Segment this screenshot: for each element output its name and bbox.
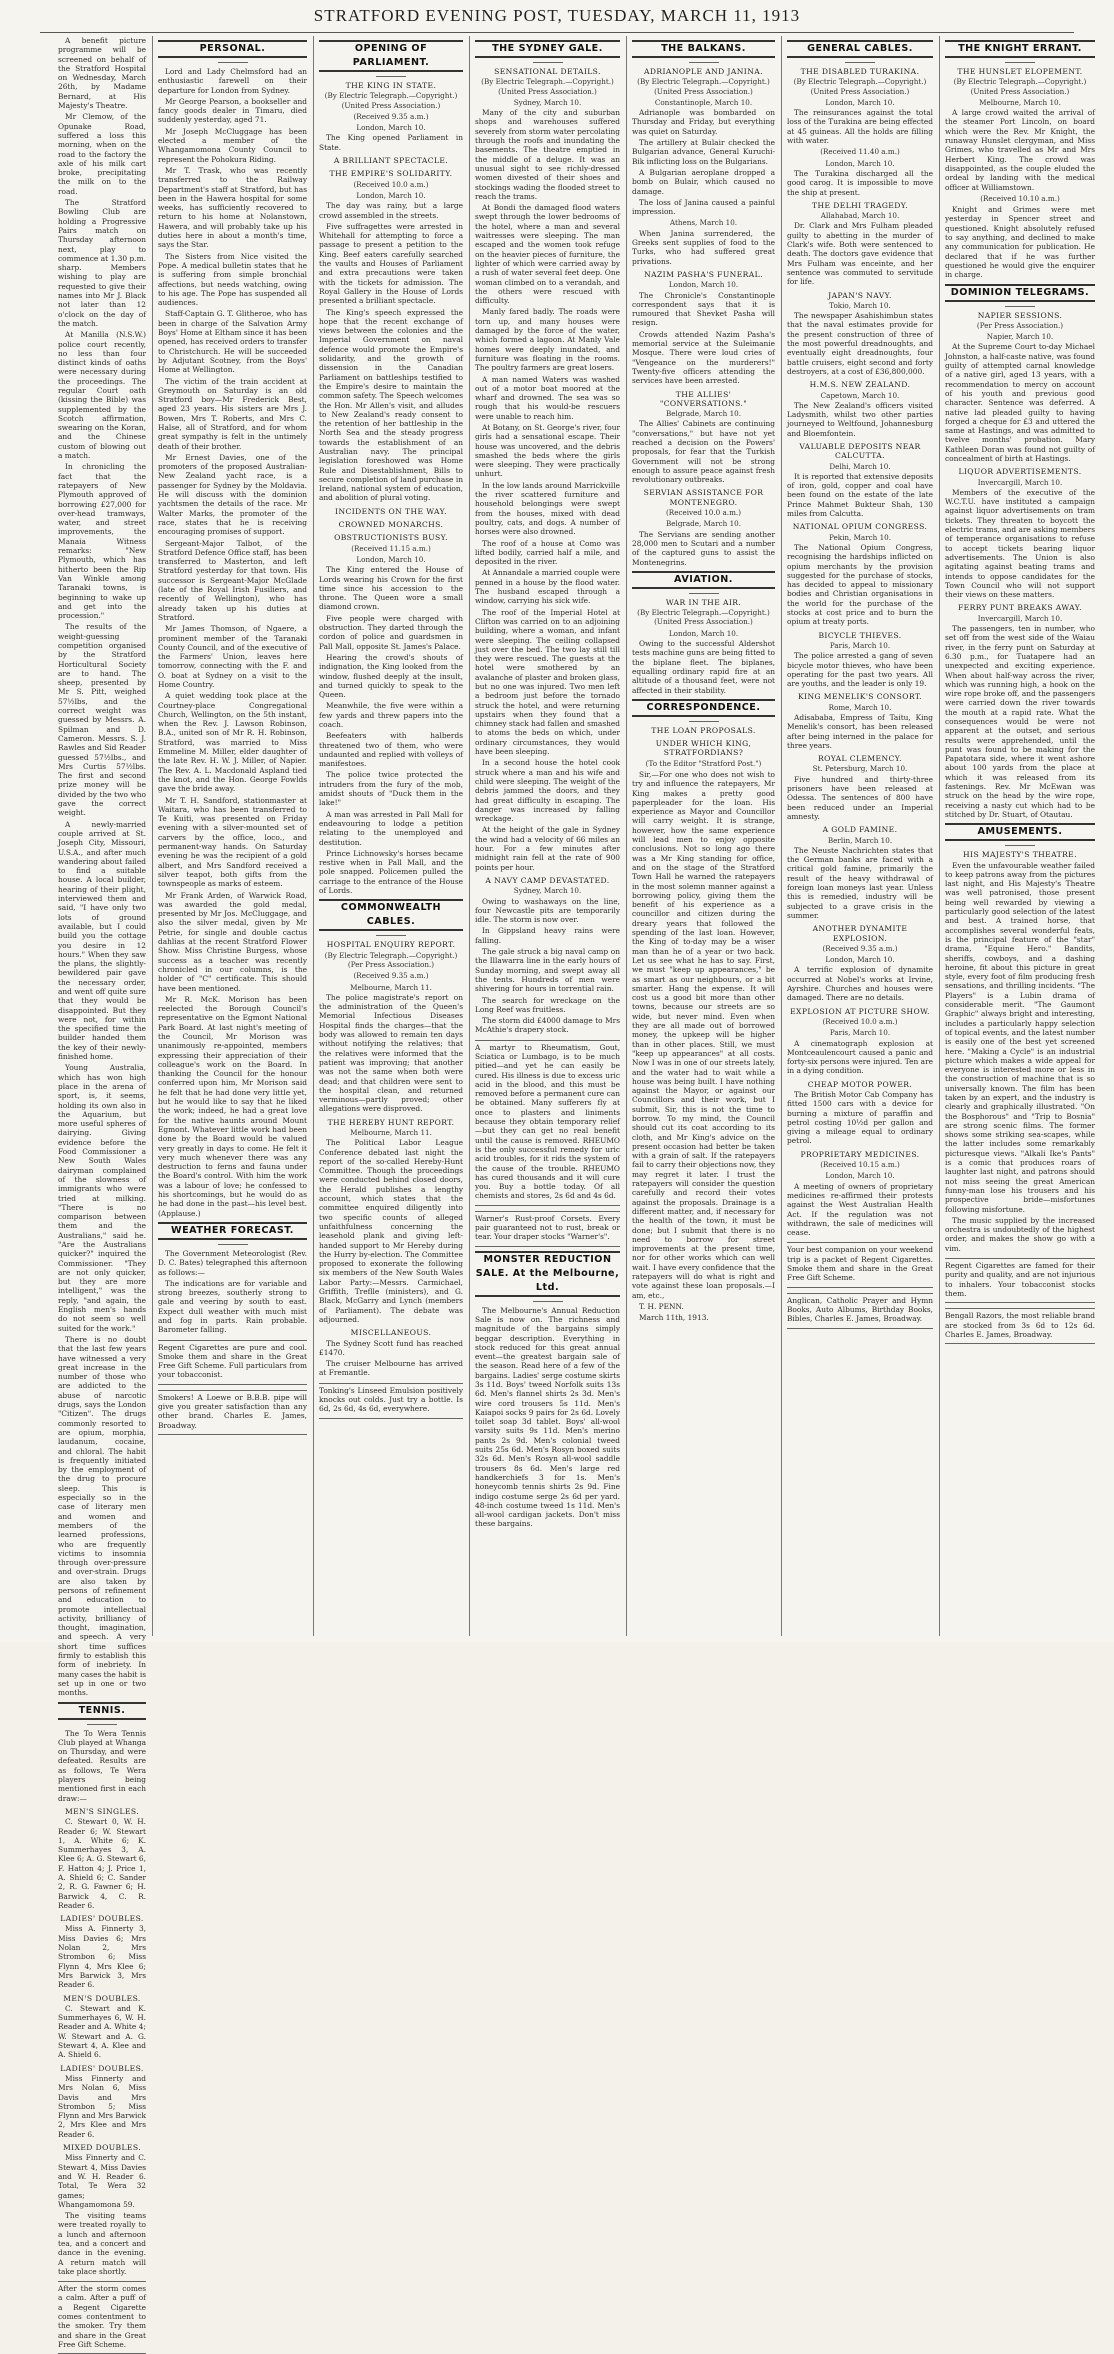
advertisement	[787, 1242, 933, 1287]
subheading: FERRY PUNT BREAKS AWAY.	[958, 603, 1082, 613]
column-rule	[781, 36, 782, 1636]
heading-divider	[533, 1301, 563, 1302]
paragraph: In Gippsland heavy rains were falling.	[475, 926, 620, 945]
advertisement	[787, 1293, 933, 1329]
dateline: Paris, March 10.	[829, 640, 891, 650]
heading-divider	[376, 935, 406, 936]
paragraph: The New Zealand's officers visited Ladysmith, whilst two other parties journeyed to Weltfound, Johannesburg and Bloemfontein.	[787, 400, 933, 438]
column-rule	[939, 36, 940, 1636]
paragraph: The day was rainy, but a large crowd assembled in the streets.	[319, 201, 463, 220]
paragraph: Five hundred and thirty-three prisoners have been released at Odessa. The sentences of 800 have been reduced under an Imperial amnesty.	[787, 774, 933, 821]
paragraph: The Sisters from Nice visited the Pope. A medical bulletin states that he is suffering from simple bronchial affections, but needs watching, owing to his age. The Pope has suspended all audiences.	[158, 251, 307, 308]
advertisement	[945, 1258, 1095, 1303]
advertisement-text: Warner's Rust-proof Corsets. Every pair guaranteed not to rust, break or tear. Your draper stocks "Warner's".	[475, 1213, 620, 1242]
cable-credit: (Per Press Association.)	[976, 320, 1064, 330]
cable-credit: (Received 10.0 a.m.)	[822, 1016, 898, 1026]
dateline: Napier, March 10.	[986, 332, 1054, 342]
paragraph: At Manilla (N.S.W.) police court recently, no less than four distinct kinds of oaths were necessary during the proceedings. The regular Court oath (kissing the Bible) was supplemented by the Scotch affirmation, swearing on the Koran, and the Chinese custom of blowing out a match.	[58, 330, 146, 461]
paragraph: The King entered the House of Lords wearing his Crown for the first time since his accession to the throne. The Queen wore a small diamond crown.	[319, 565, 463, 612]
column-4	[475, 36, 620, 1636]
dateline: London, March 10.	[356, 190, 426, 200]
paragraph: Mr Joseph McCluggage has been elected a member of the Whangamomona County Council to represent the Pohokura Riding.	[158, 126, 307, 164]
subheading: PROPRIETARY MEDICINES.	[800, 1149, 920, 1159]
advertisement	[158, 1340, 307, 1385]
paragraph: The reinsurances against the total loss of the Turakina are being effected at 45 guineas. All the holds are filling with water.	[787, 108, 933, 146]
paragraph: Miss Finnerty and C. Stewart 4, Miss Davies and W. H. Reader 6. Total, Te Wera 32 games; Whangamomona 59.	[58, 2153, 146, 2209]
paragraph: Sir,—For one who does not wish to try and influence the ratepayers, Mr King makes a pretty good paperpleader for the loan. His experience as Mayor and Councillor will carry weight. It is strange, however, how the same experience will lead men to enjoy opposite conclusions. Not so long ago there was a Mr King standing for office, and on the stage of the Stratford Town Hall he warned the ratepayers in the most solemn manner against a borrowing policy, giving them the benefit of his experience as a councillor and citizen during the dreary years that followed the spending of the last loan. However, the King of to-day may be a wiser man than he of a year or two back. Let us see what he has to say. First, we must "keep up appearances," be as smart as our neighbours, or a bit smarter. Hang the expense. It will cost us a good bit more than other towns, because our streets are so wide, but never mind. Even when they are all made out of borrowed money, the upkeep will be higher than in other places. Still, we must "keep up appearances" at all costs. Now I was in one of our streets lately, and the water had to wait while a house was being built. I have nothing against the Mayor, or against our Councillors and their work, but I submit, Sir, this is not the time to borrow. To my mind, the Council should cut its coat according to its cloth, and Mr King's advice on the present occasion had better be taken with a grain of salt. If the ratepayers fail to carry their objections now, they may regret it later. I trust the ratepayers will consider the question carefully and record their votes against the proposals. Drainage is a different matter, and, if necessary for the health of the town, it must be done; but I submit that there is no need to borrow for street improvements at the present time, nor for other works which can well wait. I have every confidence that the ratepayers will do what is right and vote against these loan proposals.—I am, etc.,	[632, 770, 775, 1300]
dateline: Capetown, March 10.	[820, 390, 900, 400]
column-6	[787, 36, 933, 1636]
paragraph: The police magistrate's report on the administration of the Queen's Memorial Infectious Diseases Hospital finds the charges—that the body was allowed to remain ten days without notifying the relatives; that the relatives were informed that the patient was improving; that another was not the same when both were dead; and that children were sent to the hospital clean, and returned verminous—partly proved; other allegations were disproved.	[319, 992, 463, 1114]
paragraph: The To Wera Tennis Club played at Whanga on Thursday, and were defeated. Results are as follows, Te Wera players being mentioned first in each draw:—	[58, 1728, 146, 1803]
paragraph: At Annandale a married couple were penned in a house by the flood water. The husband escaped through a window, carrying his sick wife.	[475, 568, 620, 606]
subheading: VALUABLE DEPOSITS NEAR CALCUTTA.	[799, 441, 921, 461]
paragraph: Miss A. Finnerty 3, Miss Davies 6; Mrs Nolan 2, Mrs Strombon 6; Miss Flynn 4, Mrs Klee 6; Mrs Barwick 3, Mrs Reader 6.	[58, 1924, 146, 1990]
paragraph: At the height of the gale in Sydney the wind had a velocity of 66 miles an hour. For a few minutes after midnight rain fell at the rate of 900 points per hour.	[475, 825, 620, 872]
paragraph: The Servians are sending another 28,000 men to Scutari and a number of the captured guns to assist the Montenegrins.	[632, 529, 775, 567]
paragraph: Crowds attended Nazim Pasha's memorial service at the Suleimanie Mosque. There were loud cries of "Vengeance on the murderers!" Twenty-five officers attending the services have been arrested.	[632, 329, 775, 386]
heading-divider	[1005, 845, 1035, 846]
subheading: HIS MAJESTY'S THEATRE.	[963, 850, 1077, 860]
dateline: Melbourne, March 11.	[350, 982, 432, 992]
dateline: Tokio, March 10.	[829, 300, 891, 310]
paragraph: The roof of the Imperial Hotel at Clifton was carried on to an adjoining building, where a woman, and infant were sleeping. The ceiling collapsed just over the bed. The two lay still till they were rescued. The guests at the hotel were smothered by an avalanche of plaster and broken glass, but no one was injured. Two men left a bedroom just before the tornado struck the hotel, and were returning upstairs when they found that a chimney stack had fallen and smashed to atoms the beds on which, under ordinary circumstances, they would have been sleeping.	[475, 607, 620, 757]
subheading: ADRIANOPLE AND JANINA.	[644, 67, 763, 76]
paragraph: The indications are for variable and strong breezes, southerly strong to gale and veering by south to east. Expect dull weather with much mist and fog in parts. Rain probable. Barometer falling.	[158, 1278, 307, 1335]
subheading: NATIONAL OPIUM CONGRESS.	[792, 522, 928, 532]
paragraph: C. Stewart and K. Summerhayes 6, W. H. Reader and A. White 4; W. Stewart and A. G. Stewart 4, A. Klee and A. Shield 6.	[58, 2003, 146, 2060]
subheading: MEN'S SINGLES.	[64, 1806, 140, 1816]
dateline: Belgrade, March 10.	[665, 519, 742, 529]
dateline: Melbourne, March 10.	[979, 97, 1061, 107]
cable-credit: (To the Editor "Stratford Post.")	[645, 758, 762, 768]
paragraph: Many of the city and suburban shops and warehouses suffered severely from storm water percolating through the roofs and inundating the basements. The theatre emptied in the middle of a deluge. It was an unusual sight to see richly-dressed women divested of their shoes and stockings wading the flooded street to reach the trams.	[475, 108, 620, 201]
cable-credit: (By Electric Telegraph.—Copyright.) (Per Press Association.)	[324, 950, 458, 969]
advertisement	[475, 1211, 620, 1247]
paragraph: A cinematograph explosion at Montceaulencourt caused a panic and forty-six persons were injured. Ten are in a dying condition.	[787, 1038, 933, 1076]
cable-credit: (By Electric Telegraph.—Copyright.) (United Press Association.)	[637, 608, 770, 627]
subheading: ROYAL CLEMENCY.	[818, 754, 902, 764]
paragraph: Mr James Thomson, of Ngaere, a prominent member of the Taranaki County Council, and of the executive of the Farmers' Union, leaves here tomorrow, connecting with the F. and O. boat at Sydney on a visit to the Home Country.	[158, 624, 307, 689]
paragraph: The National Opium Congress, recognising the hardships inflicted on opium merchants by the provision suggested for the purchase of stocks, has decided to appeal to missionary bodies and Christian organisations in the world for the purchase of the stocks at cost price and to burn the opium at treaty ports.	[787, 542, 933, 627]
subheading: THE DISABLED TURAKINA.	[800, 67, 920, 76]
paragraph: The Political Labor League Conference debated last night the report of the so-called Hereby-Hunt Committee. Though the proceedings were conducted behind closed doors, the Herald publishes a lengthy account, which states that the committee enquired diligently into two specific counts of alleged unfaithfulness concerning the leasehold plank and giving left-handed support to Mr Hereby during the Hurry by-election. The Committee proposed to exonerate the following six members of the New South Wales Labor Party:—Messrs. Carmichael, Griffith, Treflle (ministers), and G. Black, McGarry and Lynch (members of Parliament). The debate was adjourned.	[319, 1138, 463, 1324]
advertisement-text: Bengall Razors, the most reliable brand are stocked from 3s 6d to 12s 6d. Charles E. James, Broadway.	[945, 1311, 1095, 1339]
cable-credit: (Received 10.10 a.m.)	[980, 193, 1060, 203]
advertisement-text: Tonking's Linseed Emulsion positively knocks out colds. Just try a bottle. Is 6d, 2s 6d, 4s 6d, everywhere.	[319, 1385, 463, 1414]
advertisement-text: Anglican, Catholic Prayer and Hymn Books, Auto Albums, Birthday Books, Bibles, Charles E. James, Broadway.	[787, 1295, 933, 1324]
dateline: Paris, March 10.	[829, 1028, 891, 1038]
section-heading: AMUSEMENTS.	[945, 823, 1095, 841]
subheading: H.M.S. NEW ZEALAND.	[809, 380, 911, 390]
paragraph: The police arrested a gang of seven bicycle motor thieves, who have been operating for the past two years. All are youths, and the leader is only 19.	[787, 651, 933, 689]
section-heading: GENERAL CABLES.	[787, 40, 933, 58]
subheading: THE DELHI TRAGEDY.	[812, 200, 908, 210]
dateline: St. Petersburg, March 10.	[812, 764, 908, 774]
paragraph: In chronicling the fact that the ratepayers of New Plymouth approved of borrowing £27,000 for over-head tramways, water, and street improvements, the Manaia Witness remarks: "New Plymouth, which has hitherto been the Rip Van Winkle among Taranaki towns, is beginning to wake up and get into the procession."	[58, 462, 146, 621]
dateline: Constantinople, March 10.	[654, 97, 753, 107]
dateline: Berlin, March 10.	[827, 835, 893, 845]
masthead: STRATFORD EVENING POST, TUESDAY, MARCH 11, 1913	[313, 6, 801, 25]
paragraph: The Chronicle's Constantinople correspondent says that it is rumoured that Shevket Pasha will resign.	[632, 290, 775, 328]
paragraph: The cruiser Melbourne has arrived at Fremantle.	[319, 1359, 463, 1378]
subheading: JAPAN'S NAVY.	[828, 290, 892, 300]
column-5	[632, 36, 775, 1636]
paragraph: Even the unfavourable weather failed to keep patrons away from the pictures last night, and His Majesty's Theatre was well patronised, those present being well rewarded by viewing a particularly good selection of the latest and best. A trained horse, that accomplishes several wonderful feats, is the principal feature of the "star" drama, "Equine Hero." Bandits, sheriffs, cowboys, and a dashing heroine, fit about this picture in great style, every foot of film producing fresh sensations, and thrilling incidents. "The Players" is a Lubin drama of considerable merit. "The Gaumont Graphic" always bright and interesting, includes a particularly happy selection of topical events, and the latest number is easily one of the best yet screened here. "Making a Cycle" is an industrial picture which makes a wide appeal for everyone is interested more or less in the construction of machine that is so universally known. The film has been taken by an expert, and the industry is clearly and graphically illustrated. "On the Bosphorous" and "Trip to Bosnia" are strong scenic films. The former shows some striking sea-scapes, while the latter includes some remarkably picturesque views. "Alkali Ike's Pants" is a comic that produces roars of laughter last night, and patrons should not miss seeing the great American funny-man lose his trousers and his prospective bride—misfortunes following misfortune.	[945, 860, 1095, 1214]
subheading: EXPLOSION AT PICTURE SHOW.	[790, 1006, 930, 1016]
subheading: THE HEREBY HUNT REPORT.	[327, 1117, 455, 1127]
paragraph: The loss of Janina caused a painful impression.	[632, 197, 775, 217]
subheading: A GOLD FAMINE.	[822, 825, 898, 835]
paragraph: The results of the weight-guessing competition organised by the Stratford Horticultural Society are to hand. The sheep, presented by Mr S. Pitt, weighed 57½lbs, and the correct weight was guessed by Messrs. A. Spilman and D. Cameron. Messrs. S. J. Rawles and Sid Reader guessed 57½lbs., and Mrs Curtis 57½lbs. The first and second prize money will be divided by the two who gave the correct weight.	[58, 622, 146, 818]
paragraph: Meanwhile, the five were within a few yards and threw papers into the coach.	[319, 701, 463, 729]
paragraph: Sergeant-Major Talbot, of the Stratford Defence Office staff, has been transferred to Masterton, and left Stratford yesterday for that town. His successor is Sergeant-Major McGlade (late of the Royal Irish Fusiliers, and recently of Wellington), who has already taken up his duties at Stratford.	[158, 538, 307, 622]
dateline: Sydney, March 10.	[513, 97, 582, 107]
section-heading: MONSTER REDUCTION SALE. At the Melbourne, Ltd.	[475, 1251, 620, 1297]
paragraph: At Botany, on St. George's river, four girls had a sensational escape. Their house was uncovered, and the debris smashed the beds where the girls were sleeping. They were practically unhurt.	[475, 422, 620, 479]
heading-divider	[1005, 306, 1035, 307]
paragraph: Five people were charged with obstruction. They darted through the cordon of police and guardsmen in Pall Mall, opposite St. James's Palace.	[319, 613, 463, 651]
paragraph: A man was arrested in Pall Mall for endeavouring to lodge a petition relating to the unemployed and destitution.	[319, 809, 463, 847]
paragraph: Mr R. McK. Morison has been reelected the Borough Council's representative on the Egmont National Park Board. At last night's meeting of the Council, Mr Morison was unanimously re-appointed, members expressing their appreciation of their colleague's work on the Board. In thanking the Council for the honour conferred upon him, Mr Morison said he felt that he had done very little yet, but he would like to say that he liked the work; indeed, he had a great love for the native haunts around Mount Egmont. Whatever little work had been done by the Board would be valued very greatly in days to come. He felt it very much whenever there was any destruction to ferns and fauna under the Board's control. With him the work was a labour of love; he confessed to his shortcomings, but he would do as he had done in the past—his level best. (Applause.)	[158, 994, 307, 1218]
paragraph: Staff-Captain G. T. Glitheroe, who has been in charge of the Salvation Army Boys' Home at Eltham since it has been opened, has received orders to transfer to Christchurch. He will be succeeded by Adjutant Scotney, from the Boys' Home at Wellington.	[158, 309, 307, 375]
dateline: Athens, March 10.	[669, 218, 738, 228]
subheading: WAR IN THE AIR.	[665, 597, 742, 607]
section-heading: COMMONWEALTH CABLES.	[319, 899, 463, 931]
paragraph: The police twice protected the intruders from the fury of the mob, amidst shouts of "Duck them in the lake!"	[319, 770, 463, 808]
subheading: ANOTHER DYNAMITE EXPLOSION.	[812, 924, 908, 943]
paragraph: Dr. Clark and Mrs Fulham pleaded guilty to abetting in the murder of Clark's wife. Both were sentenced to death. The doctors gave evidence that Mrs Fulham was enceinte, and her sentence was commuted to servitude for life.	[787, 221, 933, 287]
column-2	[158, 36, 307, 1636]
advertisement-text: Regent Cigarettes are famed for their purity and quality, and are not injurious to inhalers. Your tobacconist stocks them.	[945, 1261, 1095, 1298]
subheading: OBSTRUCTIONISTS BUSY.	[334, 533, 448, 543]
section-heading: CORRESPONDENCE.	[632, 699, 775, 717]
paragraph: Five suffragettes were arrested in Whitehall for attempting to force a passage to present a petition to the King. Beef eaters carefully searched the vaults and Houses of Parliament and extra precautions were taken with the tickets for admission. The Royal Gallery in the House of Lords presented a brilliant spectacle.	[319, 221, 463, 306]
paragraph: The music supplied by the increased orchestra is undoubtedly of the highest order, and makes the show go with a vim.	[945, 1215, 1095, 1253]
paragraph: Manly fared badly. The roads were torn up, and many houses were damaged by the force of the water, which formed a lagoon. At Manly Vale homes were deeply inundated, and furniture was floating in the rooms. The poultry farmers are great losers.	[475, 307, 620, 373]
dateline: Invercargill, March 10.	[977, 477, 1063, 487]
paragraph: T. H. PENN.	[639, 1301, 684, 1311]
dateline: Invercargill, March 10.	[977, 613, 1063, 623]
paragraph: Owing to washaways on the line, four Newcastle pits are temporarily idle. The storm is now over.	[475, 896, 620, 925]
subheading: CROWNED MONARCHS.	[338, 520, 444, 530]
heading-divider	[845, 62, 875, 63]
cable-credit: (By Electric Telegraph.—Copyright.) (United Press Association.)	[324, 91, 458, 110]
advertisement	[58, 2281, 146, 2354]
paragraph: In a second house the hotel cook struck where a man and his wife and child were sleeping. The weight of the debris jammed the doors, and they had great difficulty in escaping. The danger was increased by falling wreckage.	[475, 758, 620, 824]
subheading: A NAVY CAMP DEVASTATED.	[485, 875, 610, 885]
subheading: INCIDENTS ON THE WAY.	[335, 506, 447, 516]
column-7	[945, 36, 1095, 1636]
paragraph: Adisababa, Empress of Taitu, King Menelik's consort, has been released after being interned in the palace for three years.	[787, 713, 933, 750]
column-rule	[313, 36, 314, 1636]
heading-divider	[376, 76, 406, 77]
section-heading: THE BALKANS.	[632, 40, 775, 58]
paragraph: The artillery at Bulair checked the Bulgarian advance, General Kuruchi-Bik inflicting loss on the Bulgarians.	[632, 138, 775, 166]
paragraph: Mr T. H. Sandford, stationmaster at Waitara, who has been transferred to Te Kuiti, was presented on Friday evening with a silver-mounted set of carvers by the office, loco., and permanent-way hands. On Saturday evening he was the recipient of a gold albert, and Mrs Sandford received a silver teapot, both gifts from the townspeople as marks of esteem.	[158, 795, 307, 889]
paragraph: Mr Clemow, of the Opunake Road, suffered a loss this morning, when on the road to the factory the axle of his milk cart broke, precipitating the milk on to the road.	[58, 112, 146, 196]
heading-divider	[689, 721, 719, 722]
subheading: A BRILLIANT SPECTACLE.	[333, 156, 449, 166]
paragraph: Mr George Pearson, a bookseller and fancy goods dealer in Timaru, died suddenly yesterday, aged 71.	[158, 96, 307, 125]
cable-credit: (By Electric Telegraph.—Copyright.) (United Press Association.)	[793, 77, 927, 96]
advertisement	[319, 1383, 463, 1419]
subheading: SENSATIONAL DETAILS.	[494, 67, 601, 76]
paragraph: The storm did £4000 damage to Mrs McAthie's drapery stock.	[475, 1016, 620, 1035]
paragraph: Young Australia, which has won high place in the arena of sport, is, it seems, holding its own also in the Aquarium, but more useful spheres of dairying. Giving evidence before the Food Commissioner a New South Wales dairyman complained of the slowness of immigrants who were tried at milking. "There is no comparison between them and the Australians," said he. "Are the Australians quicker?" inquired the Commissioner. "They are not only quicker, but they are more intelligent," was the reply, "and again, the English men's hands do not seem so well suited for the work."	[58, 1063, 146, 1333]
paragraph: March 11th, 1913.	[639, 1313, 709, 1323]
subheading: MIXED DOUBLES.	[62, 2143, 142, 2153]
paragraph: Mr Frank Arden, of Warwick Road, was awarded the gold medal, presented by Mr Jos. McCluggage, and also the silver medal, given by Mr Petrie, for single and double cactus dahlias at the recent Stratford Flower Show. Miss Christine Burgess, whose success as a teacher was recently chronicled in our columns, is the holder of "C" certificate. This should have been mentioned.	[158, 890, 307, 993]
advertisement-text: A martyr to Rheumatism, Gout, Sciatica or Lumbago, is to be much pitied—and yet he can easily be cured. His illness is due to excess uric acid in the blood, and this must be removed before a permanent cure can be obtained. Many sufferers fly at once to plasters and liniments because they obtain temporary relief—but they can get no real benefit until the cause is removed. RHEUMO is the only successful remedy for uric acid troubles, for it rids the system of the cause of the trouble. RHEUMO has cured thousands and it will cure you. Buy a bottle today. Of all chemists and stores, 2s 6d and 4s 6d.	[475, 1042, 620, 1201]
section-heading: DOMINION TELEGRAMS.	[945, 284, 1095, 302]
cable-credit: (Received 10.0 a.m.)	[665, 508, 741, 518]
dateline: Belgrade, March 10.	[665, 409, 742, 419]
dateline: Allahabad, March 10.	[820, 211, 900, 221]
paragraph: A large crowd waited the arrival of the steamer Port Lincoln, on board which were the Rev. Mr Knight, the runaway Hunslet clergyman, and Miss Grimes, who travelled as Mr and Mrs Herbert King. The crowd was disappointed, as the couple eluded the ordeal by landing with the medical officer at Williamstown.	[945, 108, 1095, 192]
cable-credit: (By Electric Telegraph.—Copyright.) (United Press Association.)	[481, 77, 614, 96]
subheading: THE LOAN PROPOSALS.	[651, 725, 756, 735]
section-heading: THE SYDNEY GALE.	[475, 40, 620, 58]
paragraph: The newspaper Asahishimbun states that the naval estimates provide for the present construction of three of the most powerful dreadnoughts, and eventually eight dreadnoughts, four battle cruisers, eight second and forty destroyers, at a cost of £36,800,000.	[787, 311, 933, 376]
paragraph: Miss Finnerty and Mrs Nolan 6, Miss Davis and Mrs Strombon 5; Miss Flynn and Mrs Barwick 2, Mrs Klee and Mrs Reader 6.	[58, 2073, 146, 2139]
paragraph: C. Stewart 0, W. H. Reader 6; W. Stewart 1, A. White 6; K. Summerhayes 3, A. Klee 6; A. G. Stewart 6, F. Hatton 4; J. Price 1, A. Shield 6; C. Sander 2, R. G. Fawner 6; H. Barwick 4, C. R. Reader 6.	[58, 1817, 146, 1910]
paragraph: The British Motor Cab Company has fitted 1500 cars with a device for burning a mixture of paraffin and petrol costing 10½d per gallon and giving a mileage equal to ordinary petrol.	[787, 1089, 933, 1146]
paragraph: At the Supreme Court to-day Michael Johnston, a half-caste native, was found guilty of attempted carnal knowledge of a native girl, aged 13 years, with a recommendation to mercy on account of his youth and previous good character. Sentence was deferred. A native lad pleaded guilty to having forged a cheque for £3 and uttered the same at Hastings, and was admitted to twelve months' probation. Mary Kathleen Doran was found not guilty of concealment of birth at Hastings.	[945, 342, 1095, 463]
dateline: London, March 10.	[825, 97, 895, 107]
cable-credit: (By Electric Telegraph.—Copyright.) (United Press Association.)	[637, 77, 770, 96]
cable-credit: (Received 9.35 a.m.)	[353, 971, 429, 981]
advertisement-text: Your best companion on your weekend trip is a packet of Regent Cigarettes. Smoke them and share in the Great Free Gift Scheme.	[787, 1245, 933, 1283]
paragraph: Mr T. Trask, who was recently transferred to the Railway Department's staff at Stratford, but has been in the Hawera hospital for some weeks, has sufficiently recovered to return to his home at Nolanstown, Hawera, and will probably take up his duties here in about a month's time, says the Star.	[158, 165, 307, 250]
subheading: LADIES' DOUBLES.	[60, 2063, 144, 2073]
paragraph: A Bulgarian aeroplane dropped a bomb on Bulair, which caused no damage.	[632, 167, 775, 196]
section-heading: OPENING OF PARLIAMENT.	[319, 40, 463, 72]
paragraph: The Melbourne's Annual Reduction Sale is now on. The richness and magnitude of the bargains simply beggar description. Everything in stock reduced for this great annual event—the greatest bargain sale of the season. Read here of a few of the bargains. Ladies' serge costume skirts 3s 11d. Boys' tweed Norfolk suits 13s 6d. Men's flannel shirts 2s 3d. Men's wire cord trousers 5s 11d. Men's Kaiapoi socks 9 pairs for 2s 6d. Lovely toilet soap 3d tablet. Boys' all-wool varsity suits 9s 11d. Men's merino pants 2s 9d. Men's colonial tweed suits 25s 6d. Men's Rosyn boxed suits 32s 6d. Men's Rosyn all-wool saddle trousers 8s 6d. Men's large red handkerchiefs 3 for 1s. Men's honeycomb tennis shirts 2s 9d. Fine indigo costume serge 2s 6d per yard. 48-inch costume tweed 1s 11d. Men's all-wool cardigan jackets. Don't miss these bargains.	[475, 1305, 620, 1529]
subheading: NAPIER SESSIONS.	[977, 310, 1063, 320]
paragraph: The Turakina discharged all the good carog. It is impossible to move the ship at present.	[787, 168, 933, 197]
section-heading: PERSONAL.	[158, 40, 307, 58]
subheading: THE EMPIRE'S SOLIDARITY.	[329, 169, 453, 179]
paragraph: Prince Lichnowsky's horses became restive when in Pall Mall, and the pole snapped. Policemen pulled the carriage to the entrance of the House of Lords.	[319, 848, 463, 896]
paragraph: A quiet wedding took place at the Courtney-place Congregational Church, Wellington, on the 5th instant, when the Rev. J. Lawson Robinson, B.A., united son of Mr R. H. Robinson, Stratford, was married to Miss Emmeline M. Miller, elder daughter of the late Rev. H. W. J. Miller, of Napier. The Rev. A. L. Macdonald Aspland tied the knot, and the Hon. George Fowlds gave the bride away.	[158, 691, 307, 794]
column-rule	[152, 36, 153, 1636]
paragraph: The roof of a house at Como was lifted bodily, carried half a mile, and deposited in the river.	[475, 538, 620, 567]
column-3	[319, 36, 463, 1636]
paragraph: The Stratford Bowling Club are holding a Progressive Pairs match on Thursday afternoon next, play to commence at 1.30 p.m. sharp. Members wishing to play are requested to give their names into Mr J. Black not later than 12 o'clock on the day of the match.	[58, 198, 146, 328]
dateline: Melbourne, March 11.	[350, 1127, 432, 1137]
advertisement	[945, 1308, 1095, 1344]
subheading: BICYCLE THIEVES.	[818, 630, 902, 640]
advertisement-text: Regent Cigarettes are pure and cool. Smoke them and share in the Great Free Gift Scheme. Full particulars from your tobacconist.	[158, 1342, 307, 1380]
advertisement	[475, 1040, 620, 1206]
subheading: HOSPITAL ENQUIRY REPORT.	[326, 940, 456, 950]
heading-divider	[689, 62, 719, 63]
heading-divider	[87, 1724, 117, 1725]
paragraph: At Bondi the damaged flood waters swept through the lower bedrooms of the hotel, where a man and several waitresses were sleeping. The man escaped and the women took refuge on the heavier pieces of furniture, the lighter of which were carried away by a rush of water several feet deep. One woman climbed on to a verandah, and the others were rescued with difficulty.	[475, 203, 620, 306]
paragraph: The Government Meteorologist (Rev. D. C. Bates) telegraphed this afternoon as follows:—	[158, 1248, 307, 1277]
paragraph: The King opened Parliament in State.	[319, 133, 463, 152]
cable-credit: (Received 11.15 a.m.)	[351, 543, 431, 553]
subheading: UNDER WHICH KING, STRATFORDIANS?	[655, 739, 752, 758]
column-rule	[469, 36, 470, 1636]
paragraph: The Allies' Cabinets are continuing "conversations," but have not yet reached a decision on the Powers' proposals, for fear that the Turkish Government will not be strong enough to assure peace against fresh revolutionary outbreaks.	[632, 419, 775, 485]
dateline: Rome, March 10.	[828, 702, 892, 712]
paragraph: It is reported that extensive deposits of iron, gold, copper and coal have been found on the estate of the late Prince Mahmet Bukteur Shah, 130 miles from Calcutta.	[787, 471, 933, 519]
subheading: THE ALLIES' "CONVERSATIONS."	[659, 389, 748, 408]
paragraph: A terrific explosion of dynamite occurred at Nobel's works at Irvine, Ayrshire. Churches and houses were damaged. There are no details.	[787, 965, 933, 1003]
dateline: London, March 10.	[668, 280, 739, 290]
cable-credit: (Received 10.0 a.m.)	[353, 179, 429, 189]
dateline: Pekin, March 10.	[828, 532, 892, 542]
column-rule	[626, 36, 627, 1636]
paragraph: A meeting of owners of proprietary medicines re-affirmed their protests against the West Australian Health Act. If the regulation was not withdrawn, the sale of medicines will cease.	[787, 1181, 933, 1238]
paragraph: The Sydney Scott fund has reached £1470.	[319, 1338, 463, 1357]
masthead-rule	[40, 32, 1074, 33]
advertisement-text: Smokers! A Loewe or B.B.B. pipe will give you greater satisfaction than any other brand. Charles E. James, Broadway.	[158, 1392, 307, 1430]
paragraph: The Neuste Nachrichten states that the German banks are faced with a critical gold famine, primarily the result of the heavy withdrawal of foreign loan moneys last year. Unless this is remedied, industry will be subjected to a grave crisis in the summer.	[787, 845, 933, 920]
subheading: SERVIAN ASSISTANCE FOR MONTENEGRO.	[643, 488, 764, 507]
cable-credit: (Received 9.35 a.m.)	[822, 943, 898, 953]
subheading: MEN'S DOUBLES.	[63, 1993, 141, 2003]
paragraph: The passengers, ten in number, who set off from the west side of the Waiau river, in the ferry punt on Saturday at 6.30 p.m., for Tuatapere had an unexpected and exciting experience. When about half-way across the river, which was running high, a hook on the wire rope broke off, and the passengers were carried down the river towards the mouth at a rapid rate. What the consequences would be were not apparent at the outset, and serious results were apprehended, until the punt was found to be making for the Papatotara side, where it went ashore about 100 yards from the place at which it was released from its fastenings. Rev. Mr McEwan was struck on the head by the wire rope, receiving a nasty cut which had to be stitched by Dr. Stuart, of Otautau.	[945, 624, 1095, 819]
dateline: Delhi, March 10.	[829, 461, 891, 471]
section-heading: WEATHER FORECAST.	[158, 1222, 307, 1240]
cable-credit: (Received 9.35 a.m.)	[353, 111, 429, 121]
dateline: London, March 10.	[356, 123, 426, 133]
heading-divider	[533, 62, 563, 63]
paragraph: Mr Ernest Davies, one of the promoters of the proposed Australian-New Zealand yacht race, is a passenger for Sydney by the Moldavia. He will discuss with the dominion yachtsmen the details of the race. Mr Walter Marks, the promoter of the race, states that he is receiving encouraging promises of support.	[158, 452, 307, 537]
paragraph: Adrianople was bombarded on Thursday and Friday, but everything was quiet on Saturday.	[632, 108, 775, 136]
dateline: London, March 10.	[356, 554, 426, 564]
dateline: London, March 10.	[825, 158, 895, 168]
dateline: London, March 10.	[825, 1171, 895, 1181]
cable-credit: (Received 10.15 a.m.)	[820, 1160, 900, 1170]
paragraph: A newly-married couple arrived at St. Joseph City, Missouri, U.S.A., and after much wandering about failed to find a suitable house. A local builder, hearing of their plight, interviewed them and said, "I have only two lots of ground available, but I could build you the cottage you desire in 12 hours." When they saw the plans, the slightly-bewildered pair gave the necessary order, and went off quite sure that they would be disappointed. But they were not, for within the specified time the builder handed them the key of their newly-finished home.	[58, 819, 146, 1062]
paragraph: Knight and Grimes were met yesterday in Spencer street and questioned. Knight absolutely refused to say anything, and declined to make any communication for publication. He declared that if he was further questioned he would give the enquirer in charge.	[945, 205, 1095, 280]
subheading: THE HUNSLET ELOPEMENT.	[957, 67, 1083, 76]
paragraph: The visiting teams were treated royally to a lunch and afternoon tea, and a concert and dance in the evening. A return match will take place shortly.	[58, 2211, 146, 2276]
column-1	[58, 36, 146, 2349]
subheading: KING MENELIK'S CONSORT.	[798, 692, 922, 702]
advertisement-text: After the storm comes a calm. After a puff of a Regent Cigarette comes contentment to the smoker. Try them and share in the Great Free Gift Scheme.	[58, 2284, 146, 2349]
heading-divider	[218, 62, 248, 63]
paragraph: The King's speech expressed the hope that the recent exchange of views between the colonies and the Imperial Government on naval defence would promote the Empire's solidarity, and the growth of dissension in the Canadian Parliament on battleships testified to the Empire's desire to maintain the common safety. The Speech welcomes the Hon. Mr Allen's visit, and alludes to New Zealand's ready consent to the retention of her battleship in the North Sea and the steady progress towards the establishment of an Australian navy. The principal legislation foreshowed was Home Rule and Disestablishment, Bills to secure completion of land purchase in Ireland, national system of education, and abolition of plural voting.	[319, 307, 463, 503]
paragraph: When Janina surrendered, the Greeks sent supplies of food to the Turks, who had suffered great privations.	[632, 228, 775, 266]
advertisement	[158, 1390, 307, 1435]
cable-credit: (By Electric Telegraph.—Copyright.) (United Press Association.)	[953, 77, 1087, 96]
paragraph: In the low lands around Marrickville the river scattered furniture and household belongings were swept from the houses, mixed with dead poultry, cats, and dogs. A number of horses were also drowned.	[475, 480, 620, 537]
paragraph: Lord and Lady Chelmsford had an enthusiastic farewell on their departure for London from Sydney.	[158, 67, 307, 95]
dateline: London, March 10.	[668, 628, 739, 638]
paragraph: The search for wreckage on the Long Reef was fruitless.	[475, 995, 620, 1014]
heading-divider	[218, 1244, 248, 1245]
paragraph: A man named Waters was washed out of a motor boat moored at the wharf and drowned. The sea was so rough that his would-be rescuers were unable to reach him.	[475, 374, 620, 421]
dateline: London, March 10.	[825, 955, 895, 965]
paragraph: Owing to the successful Aldershot tests machine guns are being fitted to the biplane fleet. The biplanes, equalling ordinary rapid fire at an altitude of a thousand feet, were not affected in their stability.	[632, 639, 775, 695]
subheading: LIQUOR ADVERTISEMENTS.	[958, 467, 1082, 477]
heading-divider	[1005, 62, 1035, 63]
cable-credit: (Received 11.40 a.m.)	[820, 147, 900, 157]
paragraph: Members of the executive of the W.C.T.U. have instituted a campaign against liquor advertisements on tram tickets. They threaten to boycott the electric trams, and are asking members of temperance organisations to refuse to accept tickets bearing liquor advertisements. The Union is also agitating against beating trams and intends to oppose candidates for the Town Council who will not support their views on these matters.	[945, 487, 1095, 600]
subheading: THE KING IN STATE.	[345, 81, 437, 90]
paragraph: The gale struck a big naval camp on the Illawarra line in the early hours of Sunday morning, and swept away all the tents. Hundreds of men were shivering for hours in torrential rain.	[475, 947, 620, 994]
section-heading: AVIATION.	[632, 571, 775, 589]
heading-divider	[689, 593, 719, 594]
subheading: MISCELLANEOUS.	[350, 1328, 432, 1338]
paragraph: There is no doubt that the last few years have witnessed a very great increase in the number of those who are addicted to the abuse of narcotic drugs, says the London "Citizen". The drugs commonly resorted to are opium, morphia, laudanum, cocaine, and chloral. The habit is frequently initiated by the employment of the drug to procure sleep. This is especially so in the case of literary men and women and members of the learned professions, who are frequently victims to insomnia through over-pressure and over-strain. Drugs are also taken by persons of refinement and education to promote intellectual activity, brilliancy of thought, imagination, and speech. A very short time suffices firmly to establish this form of inebriety. In many cases the habit is set up in one or two months.	[58, 1334, 146, 1698]
section-heading: TENNIS.	[58, 1702, 146, 1720]
subheading: NAZIM PASHA'S FUNERAL.	[644, 269, 763, 279]
subheading: CHEAP MOTOR POWER.	[807, 1079, 913, 1089]
section-heading: THE KNIGHT ERRANT.	[945, 40, 1095, 58]
paragraph: Hearing the crowd's shouts of indignation, the King looked from the window, flushed deeply at the insult, and turned quickly to speak to the Queen.	[319, 652, 463, 700]
paragraph: The victim of the train accident at Greymouth on Saturday is an old Stratford boy—Mr Frederick Best, aged 23 years. His sisters are Mrs J. Bowen, Mrs T. Roberts, and Mrs C. Halse, all of Stratford, and for whom great sympathy is felt in the untimely death of their brother.	[158, 376, 307, 451]
paragraph: Beefeaters with halberds threatened two of them, who were undaunted and replied with volleys of manifestoes.	[319, 731, 463, 769]
paragraph: A benefit picture programme will be screened on behalf of the Stratford Hospital on Wednesday, March 26th, by Madame Bernard, at His Majesty's Theatre.	[58, 36, 146, 111]
dateline: Sydney, March 10.	[513, 886, 582, 896]
subheading: LADIES' DOUBLES.	[60, 1914, 144, 1924]
